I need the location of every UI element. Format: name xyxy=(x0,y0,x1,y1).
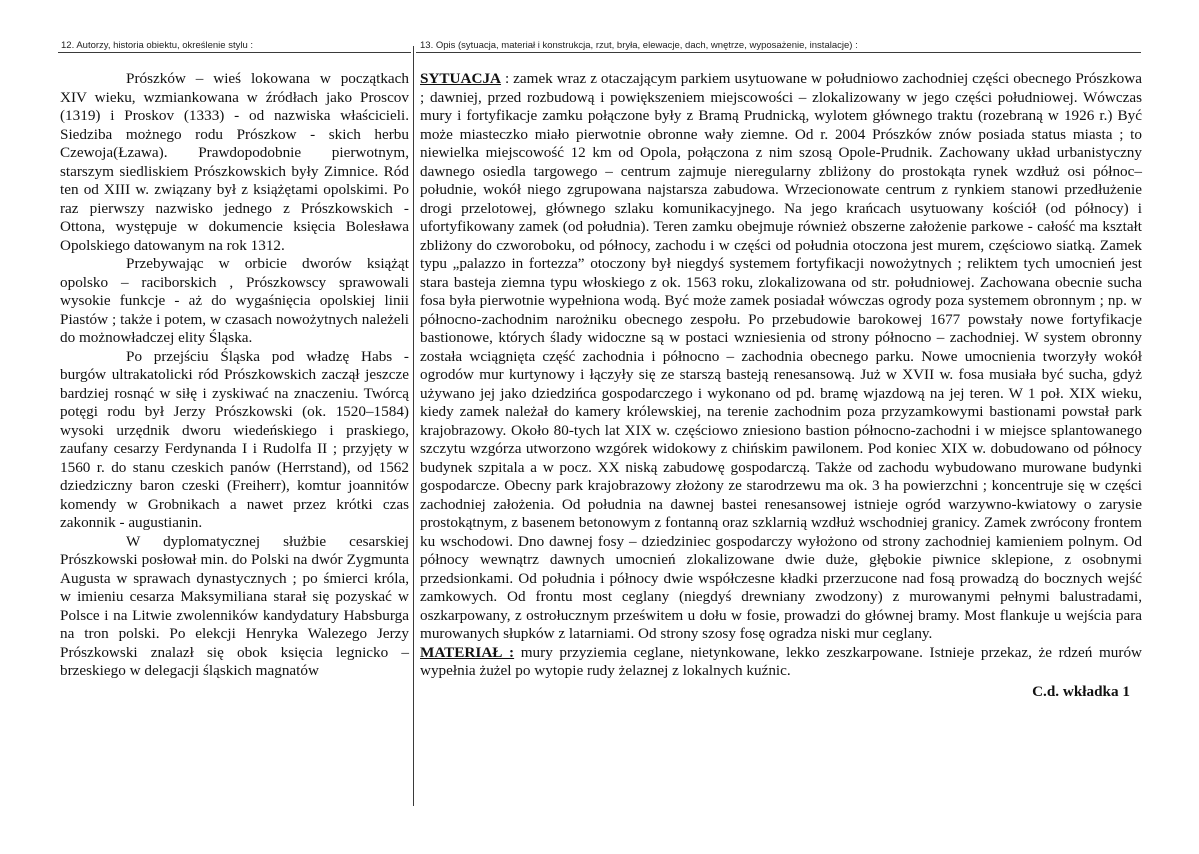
material-text: mury przyziemia ceglane, nietynkowane, lekko zeszkarpowane. Istnieje przekaz, że rdzeń murów wypełnia żużel po wytopie rudy żelaznej z lokalnych kuźnic. xyxy=(420,643,1142,679)
sytuacja-heading: SYTUACJA xyxy=(420,70,502,87)
section-12-header: 12. Autorzy, historia obiektu, określenie stylu : xyxy=(61,40,254,51)
history-paragraph-3: Po przejściu Śląska pod władzę Habs - burgów ultrakatolicki ród Prószkowskich zaczął jeszcze bardziej rosnąć w siłę i zyskiwać na znaczeniu. Twórcą potęgi rodu był Jerzy Prószkowski (ok. 1520–1584) wysoki urzędnik dworu wiedeńskiego i praskiego, zaufany cesarzy Ferdynanda I i Rudolfa II ; przyjęty w 1560 r. do stanu czeskich panów (Herrstand), od 1562 dziedziczny baron czeski (Freiherr), komtur joannitów komendy w Grobnikach a nawet przez krótki czas zakonnik - augustianin. xyxy=(60,347,409,531)
section-13-header: 13. Opis (sytuacja, materiał i konstrukcja, rzut, bryła, elewacje, dach, wnętrze, wyposażenie, instalacje) : xyxy=(420,40,858,51)
header-rule-right xyxy=(416,52,1141,53)
continuation-note: C.d. wkładka 1 xyxy=(1032,682,1130,700)
history-paragraph-2: Przebywając w orbicie dworów książąt opolsko – raciborskich , Prószkowscy sprawowali wysokie funkcje - aż do wygaśnięcia opolskiej linii Piastów ; także i potem, w czasach nowożytnych należeli do możnowładczej elity Śląska. xyxy=(60,255,409,346)
sytuacja-text: : zamek wraz z otaczającym parkiem usytuowane w południowo zachodniej części obecnego Prószkowa ; dawniej, przed rozbudową i powiększeniem miejscowości – zlokalizowany w jego części południowej. Wówczas mury i fortyfikacje zamku połączone były z Bramą Prudnicką, wylotem głównego traktu (rozebraną w 1926 r.) Być może miasteczko miało pierwotnie obronne wały ziemne. Od r. 2004 Prószków znów posiada status miasta ; to niewielka miejscowość 12 km od Opola, połączona z nim szosą Opole-Prudnik. Zachowany układ urbanistyczny dawnego osiedla targowego – centrum zajmuje nieregularny zbliżony do prostokąta rynek wzdłuż osi północ–południe, wokół niego zgrupowana najstarsza zabudowa. Wrzecionowate centrum z rynkiem stanowi przedłużenie drogi przelotowej, głównego szlaku komunikacyjnego. Na jego krańcach usytuowany kościół (od północy) i ufortyfikowany zamek (od południa). Teren zamku obejmuje również obszerne założenie parkowe - całość ma kształt zbliżony do czworoboku, od północy, zachodu i w części od południa otoczona jest murem, częściowo siatką. Zamek typu „palazzo in fortezza” otoczony był niegdyś systemem fortyfikacji nowożytnych ; reliktem tych umocnień jest stara basteja ziemna typu włoskiego z ok. 1563 roku, zlokalizowana od str. południowej. Zachowana obecnie sucha fosa była pierwotnie wypełniona wodą. Być może zamek posiadał wówczas ogrody poza systemem obronnym ; np. w północno-zachodnim narożniku obecnego zespołu. Po przebudowie barokowej 1677 powstały nowe fortyfikacje bastionowe, których ślady widoczne są w postaci wzniesienia od strony północno – zachodniej. W system obronny została wciągnięta część zachodnia i północno – zachodnia obecnego parku. Nowe umocnienia tworzyły wokół ogrodów mur kurtynowy i łączyły się ze starszą basteją renesansową. Już w XVII w. fosa musiała być sucha, gdyż używano jej jako dziedzińca gospodarczego i wykonano od pd. bramę wjazdową na jej teren. W 1 poł. XIX wieku, kiedy zamek należał do kamery królewskiej, na terenie zachodnim poza przyzamkowymi bastionami powstał park krajobrazowy. Około 80-tych lat XIX w. częściowo zniesiono bastion północno-zachodni i w miejsce splantowanego szczytu wzgórza utworzono wzgórek widokowy z chińskim pawilonem. Pod koniec XIX w. dobudowano od północy budynek szpitala a w pocz. XX niską zabudowę gospodarczą. Także od zachodu wybudowano murowane budynki gospodarcze. Obecny park krajobrazowy złożony ze starodrzewu ma ok. 3 ha powierzchni ; koncentruje się w części zachodniej założenia. Od południa na dawnej bastei renesansowej istnieje ogród warzywno-kwiatowy o zarysie prostokątnym, z basenem betonowym z fontanną oraz szklarnią wzdłuż wschodniej granicy. Zamek zwrócony frontem ku wschodowi. Dno dawnej fosy – dziedziniec gospodarczy wyłożono od strony zachodniej kamieniem polnym. Od północy wewnątrz dawnych umocnień zlokalizowane dwie duże, głębokie piwnice sklepione, z osobnymi przedsionkami. Od południa i północy dwie współczesne kładki przerzucone nad fosą prowadzą do bocznych wejść zamkowych. Od frontu most ceglany (niegdyś drewniany zwodzony) z murowanymi pełnymi balustradami, oszkarpowany, z ostrołucznym prześwitem u dołu w fosie, prowadzi do głównej bramy. Most flankuje u wejścia para murowanych słupków z latarniami. Od strony szosy fosę ogradza niski mur ceglany. xyxy=(420,70,1142,642)
description-column xyxy=(420,70,1142,701)
header-rule-left xyxy=(58,52,411,53)
material-heading: MATERIAŁ : xyxy=(420,643,515,661)
sytuacja-paragraph xyxy=(420,70,1142,644)
column-divider xyxy=(413,46,414,806)
history-paragraph-1: Prószków – wieś lokowana w początkach XIV wieku, wzmiankowana w źródłach jako Proscov (1319) i Proskov (1333) - od nazwiska właścicieli. Siedziba możnego rodu Prószkow - skich herbu Czewoja(Łzawa). Prawdopodobnie pierwotnym, starszym siedliskiem Prószkowskich były Zimnice. Ród ten od XIII w. związany był z książętami opolskimi. Po raz pierwszy nazwisko jednego z Prószkowskich - Ottona, występuje w dokumencie księcia Bolesława Opolskiego datowanym na rok 1312. xyxy=(60,70,409,254)
history-paragraph-4: W dyplomatycznej służbie cesarskiej Prószkowski posłował min. do Polski na dwór Zygmunta Augusta w sprawach dynastycznych ; po śmierci króla, w imieniu cesarza Maksymiliana starał się pozyskać w Polsce i na Litwie zwolenników kandydatury Habsburga na tron polski. Po elekcji Henryka Walezego Jerzy Prószkowski znalazł się obok księcia legnicko – brzeskiego w delegacji śląskich magnatów xyxy=(60,532,409,679)
material-paragraph xyxy=(420,644,1142,681)
history-column xyxy=(60,70,409,681)
